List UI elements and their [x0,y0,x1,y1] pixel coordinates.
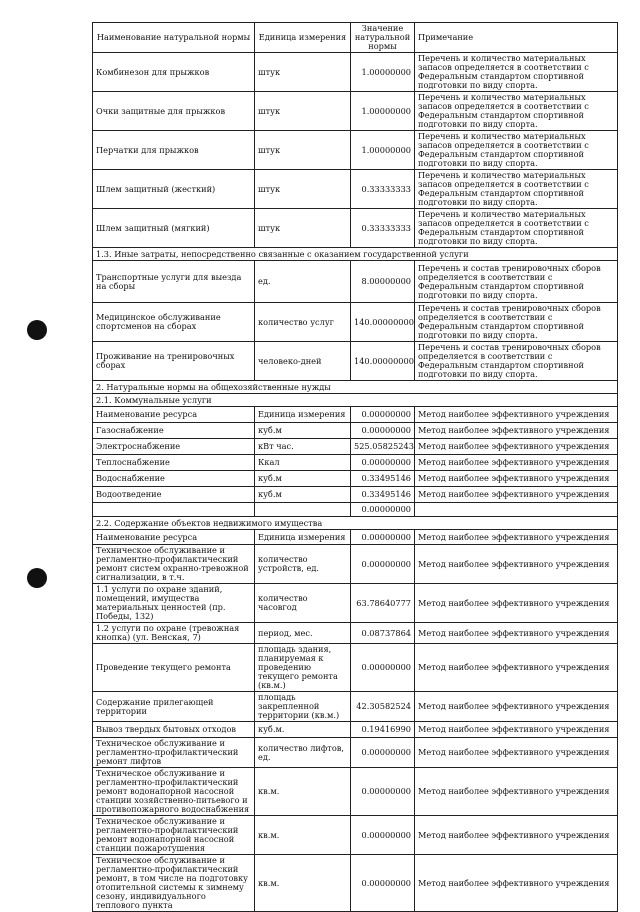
row-value: 0.00000000 [351,423,415,439]
row-note: Метод наиболее эффективного учреждения [415,855,618,912]
row-value: 0.00000000 [351,816,415,855]
header-name: Наименование натуральной нормы [93,23,255,53]
section-heading: 1.3. Иные затраты, непосредственно связанные с оказанием государственной услуги [93,248,618,261]
row-name: Очки защитные для прыжков [93,92,255,131]
row-name [93,503,255,517]
section-row [93,394,618,407]
binder-holes [0,0,90,905]
row-unit: Единица измерения [255,530,351,545]
row-note: Перечень и состав тренировочных сборов определяется в соответствии с Федеральным стандартом спортивной подготовки по виду спорта. [415,342,618,381]
table-row [93,545,618,584]
table-row [93,439,618,455]
table-row [93,692,618,722]
table-row [93,423,618,439]
row-name: Электроснабжение [93,439,255,455]
row-unit: Единица измерения [255,407,351,423]
row-value: 0.00000000 [351,738,415,768]
table-row [93,261,618,303]
row-note: Метод наиболее эффективного учреждения [415,545,618,584]
row-value: 1.00000000 [351,92,415,131]
row-note: Метод наиболее эффективного учреждения [415,455,618,471]
row-value: 0.33333333 [351,170,415,209]
table-row [93,53,618,92]
row-unit: куб.м [255,423,351,439]
punch-hole [27,320,47,340]
row-value: 0.00000000 [351,768,415,816]
row-unit: штук [255,209,351,248]
row-name: Водоснабжение [93,471,255,487]
table-row [93,722,618,738]
row-unit: куб.м [255,487,351,503]
section-heading: 2.2. Содержание объектов недвижимого имущества [93,517,618,530]
row-name: Вывоз твердых бытовых отходов [93,722,255,738]
row-unit: кв.м. [255,816,351,855]
row-value: 0.00000000 [351,530,415,545]
row-note [415,503,618,517]
row-note: Метод наиболее эффективного учреждения [415,692,618,722]
row-name: Проживание на тренировочных сборах [93,342,255,381]
row-name: Комбинезон для прыжков [93,53,255,92]
row-unit: период, мес. [255,623,351,644]
header-row [93,23,618,53]
row-note: Метод наиболее эффективного учреждения [415,768,618,816]
table-row [93,131,618,170]
row-note: Метод наиболее эффективного учреждения [415,423,618,439]
table-row [93,530,618,545]
row-unit: куб.м [255,471,351,487]
row-note: Метод наиболее эффективного учреждения [415,487,618,503]
row-name: Наименование ресурса [93,530,255,545]
row-note: Перечень и количество материальных запасов определяется в соответствии с Федеральным стандартом спортивной подготовки по виду спорта. [415,170,618,209]
row-note: Метод наиболее эффективного учреждения [415,722,618,738]
table-row [93,92,618,131]
row-note: Метод наиболее эффективного учреждения [415,738,618,768]
section-row [93,517,618,530]
row-note: Метод наиболее эффективного учреждения [415,407,618,423]
table-row [93,303,618,342]
row-unit: штук [255,170,351,209]
header-value: Значение натуральной нормы [351,23,415,53]
row-name: Содержание прилегающей территории [93,692,255,722]
row-value: 0.00000000 [351,644,415,692]
row-unit: ед. [255,261,351,303]
row-value: 0.00000000 [351,407,415,423]
row-unit [255,503,351,517]
punch-hole [27,568,47,588]
row-value: 1.00000000 [351,53,415,92]
row-unit: штук [255,131,351,170]
table-row [93,816,618,855]
header-unit: Единица измерения [255,23,351,53]
row-name: Транспортные услуги для выезда на сборы [93,261,255,303]
table-row [93,768,618,816]
row-name: Теплоснабжение [93,455,255,471]
row-note: Перечень и количество материальных запасов определяется в соответствии с Федеральным стандартом спортивной подготовки по виду спорта. [415,131,618,170]
row-value: 140.00000000 [351,303,415,342]
row-unit: кв.м. [255,768,351,816]
row-name: Перчатки для прыжков [93,131,255,170]
row-note: Метод наиболее эффективного учреждения [415,816,618,855]
row-value: 0.00000000 [351,855,415,912]
row-unit: кВт час. [255,439,351,455]
row-name: 1.2 услуги по охране (тревожная кнопка) (ул. Венская, 7) [93,623,255,644]
row-name: Газоснабжение [93,423,255,439]
row-value: 0.33333333 [351,209,415,248]
row-note: Метод наиболее эффективного учреждения [415,644,618,692]
row-value: 0.00000000 [351,503,415,517]
table-row [93,471,618,487]
header-note: Примечание [415,23,618,53]
row-unit: количество услуг [255,303,351,342]
row-note: Метод наиболее эффективного учреждения [415,471,618,487]
row-name: Медицинское обслуживание спортсменов на сборах [93,303,255,342]
row-value: 42.30582524 [351,692,415,722]
section-heading: 2.1. Коммунальные услуги [93,394,618,407]
row-value: 0.19416990 [351,722,415,738]
row-unit: куб.м. [255,722,351,738]
row-value: 0.33495146 [351,487,415,503]
row-note: Перечень и количество материальных запасов определяется в соответствии с Федеральным стандартом спортивной подготовки по виду спорта. [415,92,618,131]
table-row [93,487,618,503]
row-name: Шлем защитный (жесткий) [93,170,255,209]
table-row [93,623,618,644]
row-name: Водоотведение [93,487,255,503]
table-row [93,644,618,692]
row-note: Метод наиболее эффективного учреждения [415,584,618,623]
row-name: 1.1 услуги по охране зданий, помещений, имущества материальных ценностей (пр. Победы, 132) [93,584,255,623]
table-row [93,209,618,248]
row-unit: площадь закрепленной территории (кв.м.) [255,692,351,722]
table-row [93,738,618,768]
row-name: Техническое обслуживание и регламентно-профилактический ремонт водонапорной насосной станции хозяйственно-питьевого и противопожарного водоснабжения [93,768,255,816]
row-unit: человеко-дней [255,342,351,381]
table-row [93,170,618,209]
row-value: 0.08737864 [351,623,415,644]
row-value: 0.33495146 [351,471,415,487]
row-note: Метод наиболее эффективного учреждения [415,439,618,455]
row-value: 0.00000000 [351,455,415,471]
section-row [93,248,618,261]
row-value: 8.00000000 [351,261,415,303]
table-row [93,342,618,381]
row-unit: количество лифтов, ед. [255,738,351,768]
row-note: Метод наиболее эффективного учреждения [415,530,618,545]
row-unit: штук [255,92,351,131]
row-name: Шлем защитный (мягкий) [93,209,255,248]
row-name: Проведение текущего ремонта [93,644,255,692]
norms-table [92,22,618,912]
row-unit: количество устройств, ед. [255,545,351,584]
table-row [93,503,618,517]
row-name: Техническое обслуживание и регламентно-профилактический ремонт лифтов [93,738,255,768]
row-name: Наименование ресурса [93,407,255,423]
row-value: 0.00000000 [351,545,415,584]
row-value: 525.05825243 [351,439,415,455]
row-name: Техническое обслуживание и регламентно-профилактический ремонт водонапорной насосной станции пожаротушения [93,816,255,855]
row-note: Перечень и состав тренировочных сборов определяется в соответствии с Федеральным стандартом спортивной подготовки по виду спорта. [415,261,618,303]
row-unit: количество часовгод [255,584,351,623]
row-name: Техническое обслуживание и регламентно-профилактический ремонт систем охранно-тревожной сигнализации, в т.ч. [93,545,255,584]
row-unit: штук [255,53,351,92]
row-unit: Ккал [255,455,351,471]
section-heading: 2. Натуральные нормы на общехозяйственные нужды [93,381,618,394]
table-row [93,855,618,912]
row-unit: кв.м. [255,855,351,912]
table-row [93,407,618,423]
row-value: 140.00000000 [351,342,415,381]
row-note: Метод наиболее эффективного учреждения [415,623,618,644]
row-name: Техническое обслуживание и регламентно-профилактический ремонт, в том числе на подготовку отопительной системы к зимнему сезону, индивидуального теплового пункта [93,855,255,912]
row-note: Перечень и количество материальных запасов определяется в соответствии с Федеральным стандартом спортивной подготовки по виду спорта. [415,209,618,248]
row-value: 63.78640777 [351,584,415,623]
row-value: 1.00000000 [351,131,415,170]
row-unit: площадь здания, планируемая к проведению текущего ремонта (кв.м.) [255,644,351,692]
row-note: Перечень и состав тренировочных сборов определяется в соответствии с Федеральным стандартом спортивной подготовки по виду спорта. [415,303,618,342]
table-row [93,584,618,623]
section-row [93,381,618,394]
row-note: Перечень и количество материальных запасов определяется в соответствии с Федеральным стандартом спортивной подготовки по виду спорта. [415,53,618,92]
table-row [93,455,618,471]
